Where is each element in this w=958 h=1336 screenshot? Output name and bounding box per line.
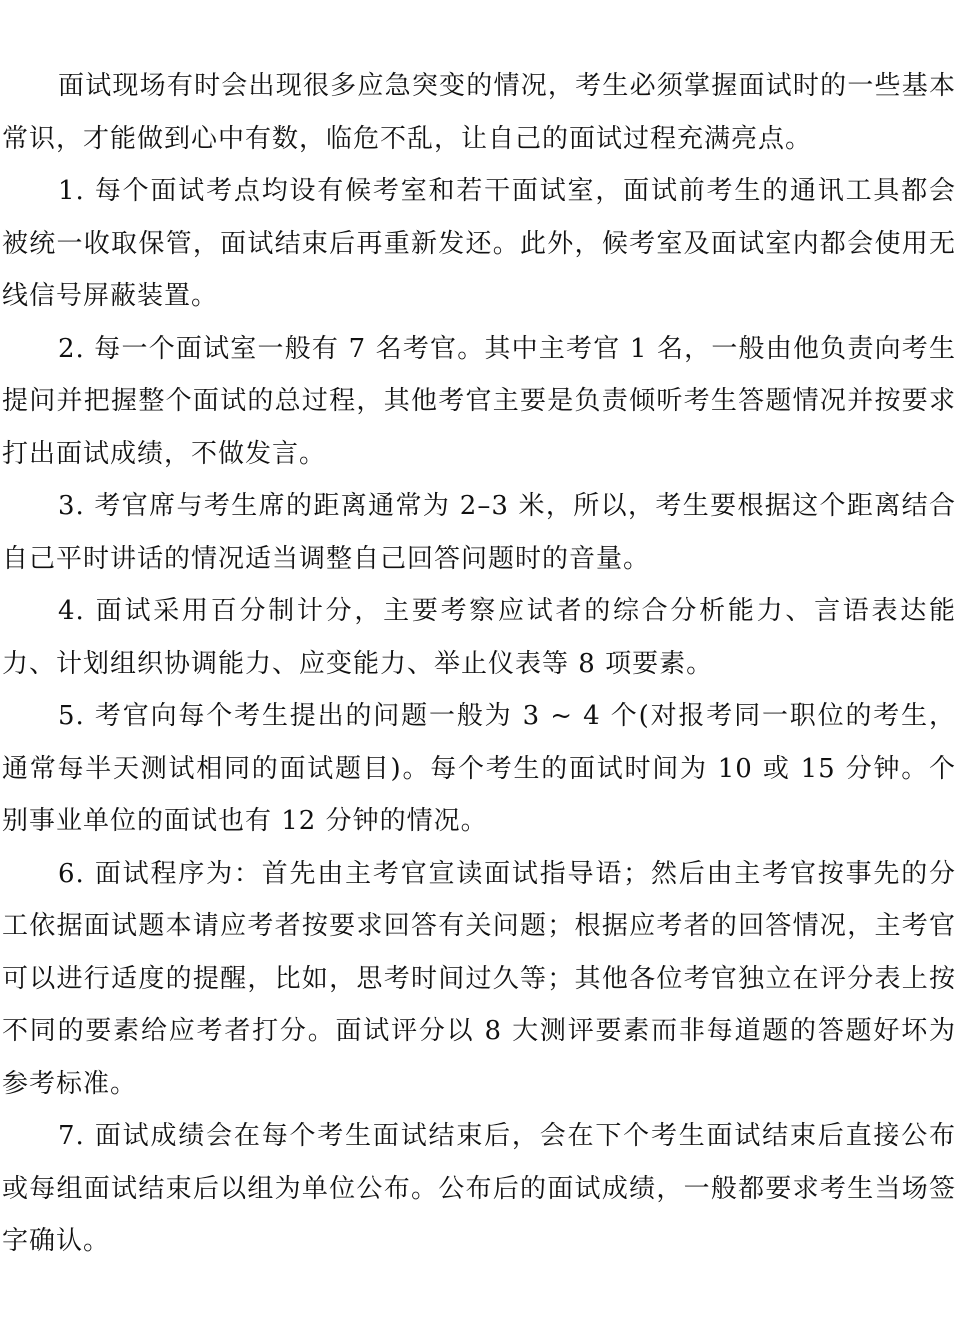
item-6-paragraph: 6. 面试程序为：首先由主考官宣读面试指导语；然后由主考官按事先的分工依据面试题本请应考者按要求回答有关问题；根据应考者的回答情况，主考官可以进行适度的提醒，比如，思考时间过久等；其他各位考官独立在评分表上按不同的要素给应考者打分。面试评分以 8 大测评要素而非每道题的答题好坏为参考标准。 bbox=[2, 858, 956, 1099]
item-5-paragraph: 5. 考官向每个考生提出的问题一般为 3 ~ 4 个(对报考同一职位的考生，通常每半天测试相同的面试题目)。每个考生的面试时间为 10 或 15 分钟。个别事业单位的面试也有 12 分钟的情况。 bbox=[2, 701, 956, 836]
item-4-paragraph: 4. 面试采用百分制计分，主要考察应试者的综合分析能力、言语表达能力、计划组织协调能力、应变能力、举止仪表等 8 项要素。 bbox=[2, 596, 956, 679]
item-2-paragraph: 2. 每一个面试室一般有 7 名考官。其中主考官 1 名，一般由他负责向考生提问并把握整个面试的总过程，其他考官主要是负责倾听考生答题情况并按要求打出面试成绩，不做发言。 bbox=[2, 333, 956, 469]
item-7-paragraph: 7. 面试成绩会在每个考生面试结束后，会在下个考生面试结束后直接公布或每组面试结束后以组为单位公布。公布后的面试成绩，一般都要求考生当场签字确认。 bbox=[2, 1121, 956, 1256]
item-1-paragraph: 1. 每个面试考点均设有候考室和若干面试室，面试前考生的通讯工具都会被统一收取保管，面试结束后再重新发还。此外，候考室及面试室内都会使用无线信号屏蔽装置。 bbox=[2, 176, 956, 311]
item-3-paragraph: 3. 考官席与考生席的距离通常为 2–3 米，所以，考生要根据这个距离结合自己平时讲话的情况适当调整自己回答问题时的音量。 bbox=[2, 491, 956, 574]
intro-paragraph: 面试现场有时会出现很多应急突变的情况，考生必须掌握面试时的一些基本常识，才能做到心中有数，临危不乱，让自己的面试过程充满亮点。 bbox=[2, 71, 956, 154]
